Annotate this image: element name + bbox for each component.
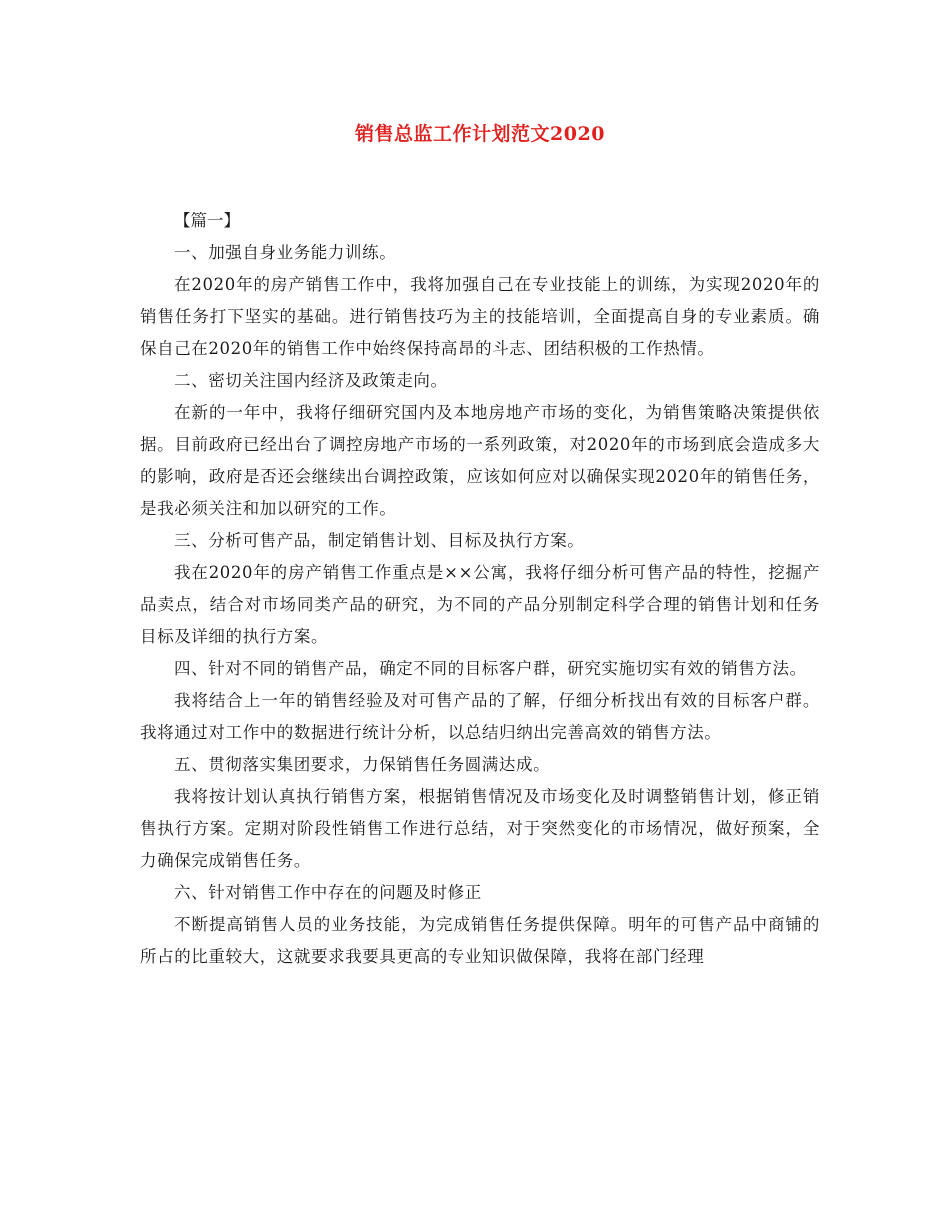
heading-6: 六、针对销售工作中存在的问题及时修正 (174, 883, 482, 902)
heading-1: 一、加强自身业务能力训练。 (174, 243, 397, 262)
paragraph-5: 我将按计划认真执行销售方案，根据销售情况及市场变化及时调整销售计划，修正销售执行方案。定期对阶段性销售工作进行总结，对于突然变化的市场情况，做好预案，全力确保完成销售任务。 (140, 787, 820, 870)
paragraph-3: 我在2020年的房产销售工作重点是××公寓，我将仔细分析可售产品的特性，挖掘产品卖点，结合对市场同类产品的研究，为不同的产品分别制定科学合理的销售计划和任务目标及详细的执行方案。 (140, 563, 820, 646)
document-body (140, 205, 820, 973)
paragraph-2: 在新的一年中，我将仔细研究国内及本地房地产市场的变化，为销售策略决策提供依据。目前政府已经出台了调控房地产市场的一系列政策，对2020年的市场到底会造成多大的影响，政府是否还会继续出台调控政策，应该如何应对以确保实现2020年的销售任务，是我必须关注和加以研究的工作。 (140, 403, 820, 518)
heading-4: 四、针对不同的销售产品，确定不同的目标客户群，研究实施切实有效的销售方法。 (174, 659, 807, 678)
paragraph-4: 我将结合上一年的销售经验及对可售产品的了解，仔细分析找出有效的目标客户群。我将通过对工作中的数据进行统计分析，以总结归纳出完善高效的销售方法。 (140, 691, 820, 742)
paragraph-1: 在2020年的房产销售工作中，我将加强自己在专业技能上的训练，为实现2020年的销售任务打下坚实的基础。进行销售技巧为主的技能培训，全面提高自身的专业素质。确保自己在2020年的销售工作中始终保持高昂的斗志、团结积极的工作热情。 (140, 275, 820, 358)
document-title: 销售总监工作计划范文2020 (355, 123, 605, 145)
paragraph-6: 不断提高销售人员的业务技能，为完成销售任务提供保障。明年的可售产品中商铺的所占的比重较大，这就要求我要具更高的专业知识做保障，我将在部门经理 (140, 915, 820, 966)
heading-5: 五、贯彻落实集团要求，力保销售任务圆满达成。 (174, 755, 551, 774)
heading-3: 三、分析可售产品，制定销售计划、目标及执行方案。 (174, 531, 585, 550)
heading-2: 二、密切关注国内经济及政策走向。 (174, 371, 448, 390)
section-tag: 【篇一】 (174, 211, 240, 230)
